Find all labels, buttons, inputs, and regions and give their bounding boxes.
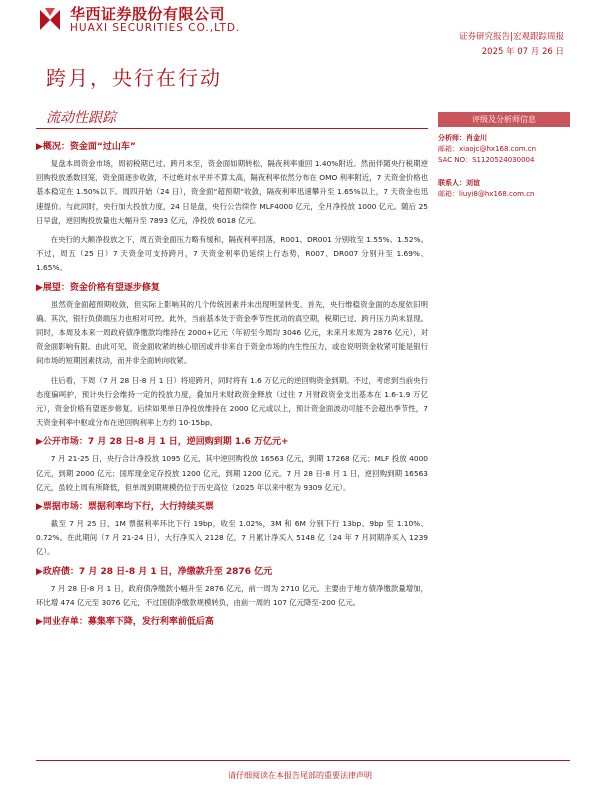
analyst-sac-number: SAC NO：S1120524030004 [438,156,535,164]
contact-name: 联系人：刘谊 [438,179,480,187]
title-divider [36,128,428,129]
report-title: 跨月，央行在行动 [46,66,222,90]
paragraph-outlook-2: 往后看，下周（7 月 28 日-8 月 1 日）将迎跨月，同时将有 1.6 万亿元的逆回购资金到期。不过，考虑到当前央行态度偏呵护，预计央行会维持一定的投放力度，叠加月末财政资金释放（过往 7 月财政资金支出基本在 1.6-1.9 万亿元），资金价格有望逐步修复。后续如果单日净投放维持在 2000 亿元或以上，预计资金面波动可能不会超出季节性，7 天资金利率中枢或分布在逆回购利率上方约 10-15bp。 [36,375,428,428]
heading-outlook: ▶展望：资金价格有望逐步修复 [36,282,160,293]
page-header [0,0,600,60]
report-body [36,138,428,632]
paragraph-overview-1: 复盘本周资金市场，周初税期已过、跨月未至，资金面如期转松，隔夜利率重回 1.40%附近。然而伴随央行税期逆回购投放悉数回笼，资金面逐步收敛，不过绝对水平并不算太高，隔夜利率依然分布在 OMO 利率附近，7 天资金价格也基本稳定在 1.50%以下。周四开始（24 日），资金面“超预期”收敛，隔夜利率迅速攀升至 1.65%以上，7 天资金也迅速提价。与此同时，央行加大投放力度，24 日是盘，央行公告续作 MLF4000 亿元，全月净投放 1000 亿元。随后 25 日早盘，逆回购投放量也大幅升至 7893 亿元，净投放 6018 亿元。 [36,159,428,225]
section-title: 流动性跟踪 [46,110,116,126]
heading-interbank-cd: ▶同业存单：募集率下降，发行利率前低后高 [36,617,214,628]
report-date: 2025 年 07 月 26 日 [481,47,564,57]
paragraph-overview-2: 在央行的大额净投放之下，周五资金面压力略有缓和，隔夜利率回落，R001、DR001 分别收至 1.55%、1.52%。不过，周五（25 日）7 天资金可支持跨月，7 天资金利率仍延续上行态势，R007、DR007 分别升至 1.69%、1.65%。 [36,235,428,273]
heading-open-market: ▶公开市场：7 月 28 日-8 月 1 日，逆回购到期 1.6 万亿元+ [36,437,289,448]
heading-bill-market: ▶票据市场：票据利率均下行，大行持续买票 [36,502,214,513]
heading-government-bonds: ▶政府债：7 月 28 日-8 月 1 日，净缴款升至 2876 亿元 [36,566,273,577]
contact-email[interactable]: 邮箱：liuyi8@hx168.com.cn [438,190,535,198]
huaxi-logo-icon [36,6,64,34]
paragraph-outlook-1: 虽然资金面超预期收敛，但实际上影响其的几个传统因素并未出现明显转变。首先，央行维稳资金面的态度依旧明确。其次，银行负债端压力也相对可控。此外，当前基本处于资金季节性扰动的真空期，税期已过、跨月压力尚未显现。同时，本周及本来一周政府债净缴款均维持在 2000+亿元（年初至今周均 3046 亿元，未来月末周为 2876 亿元），对资金面影响有限。由此可见，资金面收紧的核心原因或并非来自于资金市场的内生性压力，或也说明资金收紧可能是银行间市场的短期因素扰动，而并非全面转向收紧。 [36,299,428,366]
footer-divider [36,760,570,761]
company-name-cn: 华西证券股份有限公司 [70,5,226,23]
sidebar-heading: 评级及分析师信息 [438,112,570,127]
company-name-en: HUAXI SECURITIES CO.,LTD. [70,22,241,34]
analyst-name: 分析师：肖金川 [438,134,487,142]
report-type: 证券研究报告|宏观跟踪周报 [459,32,564,42]
footer-disclaimer: 请仔细阅读在本报告尾部的重要法律声明 [228,771,372,780]
analyst-info-sidebar [438,112,570,200]
paragraph-open-market: 7 月 21-25 日，央行合计净投放 1095 亿元，其中逆回购投放 16563 亿元，到期 17268 亿元；MLF 投放 4000 亿元，到期 2000 亿元；国库现金定存投放 1200 亿元，到期 1200 亿元。7 月 28 日-8 月 1 日，逆回购到期 16563 亿元，虽较上周有所降低，但单周到期规模仍位于历史高位（2025 年以来中枢为 9309 亿元）。 [36,454,428,492]
paragraph-bill-market: 截至 7 月 25 日，1M 票据利率环比下行 19bp，收至 1.02%，3M 和 6M 分别下行 13bp、9bp 至 1.10%、0.72%。在此期间（7 月 21-24 日），大行净买入 2128 亿，7 月累计净买入 5148 亿（24 年 7 月同期净买入 1239 亿）。 [36,519,428,557]
heading-overview: ▶概况：资金面“过山车” [36,142,136,152]
analyst-email[interactable]: 邮箱：xiaojc@hx168.com.cn [438,145,537,153]
paragraph-government-bonds: 7 月 28 日-8 月 1 日，政府债净缴款小幅升至 2876 亿元，前一周为 2710 亿元。主要由于地方债净缴款量增加，环比增 474 亿元至 3076 亿元，不过国债净缴款规模转负，由前一周的 107 亿元降至-200 亿元。 [36,583,428,607]
